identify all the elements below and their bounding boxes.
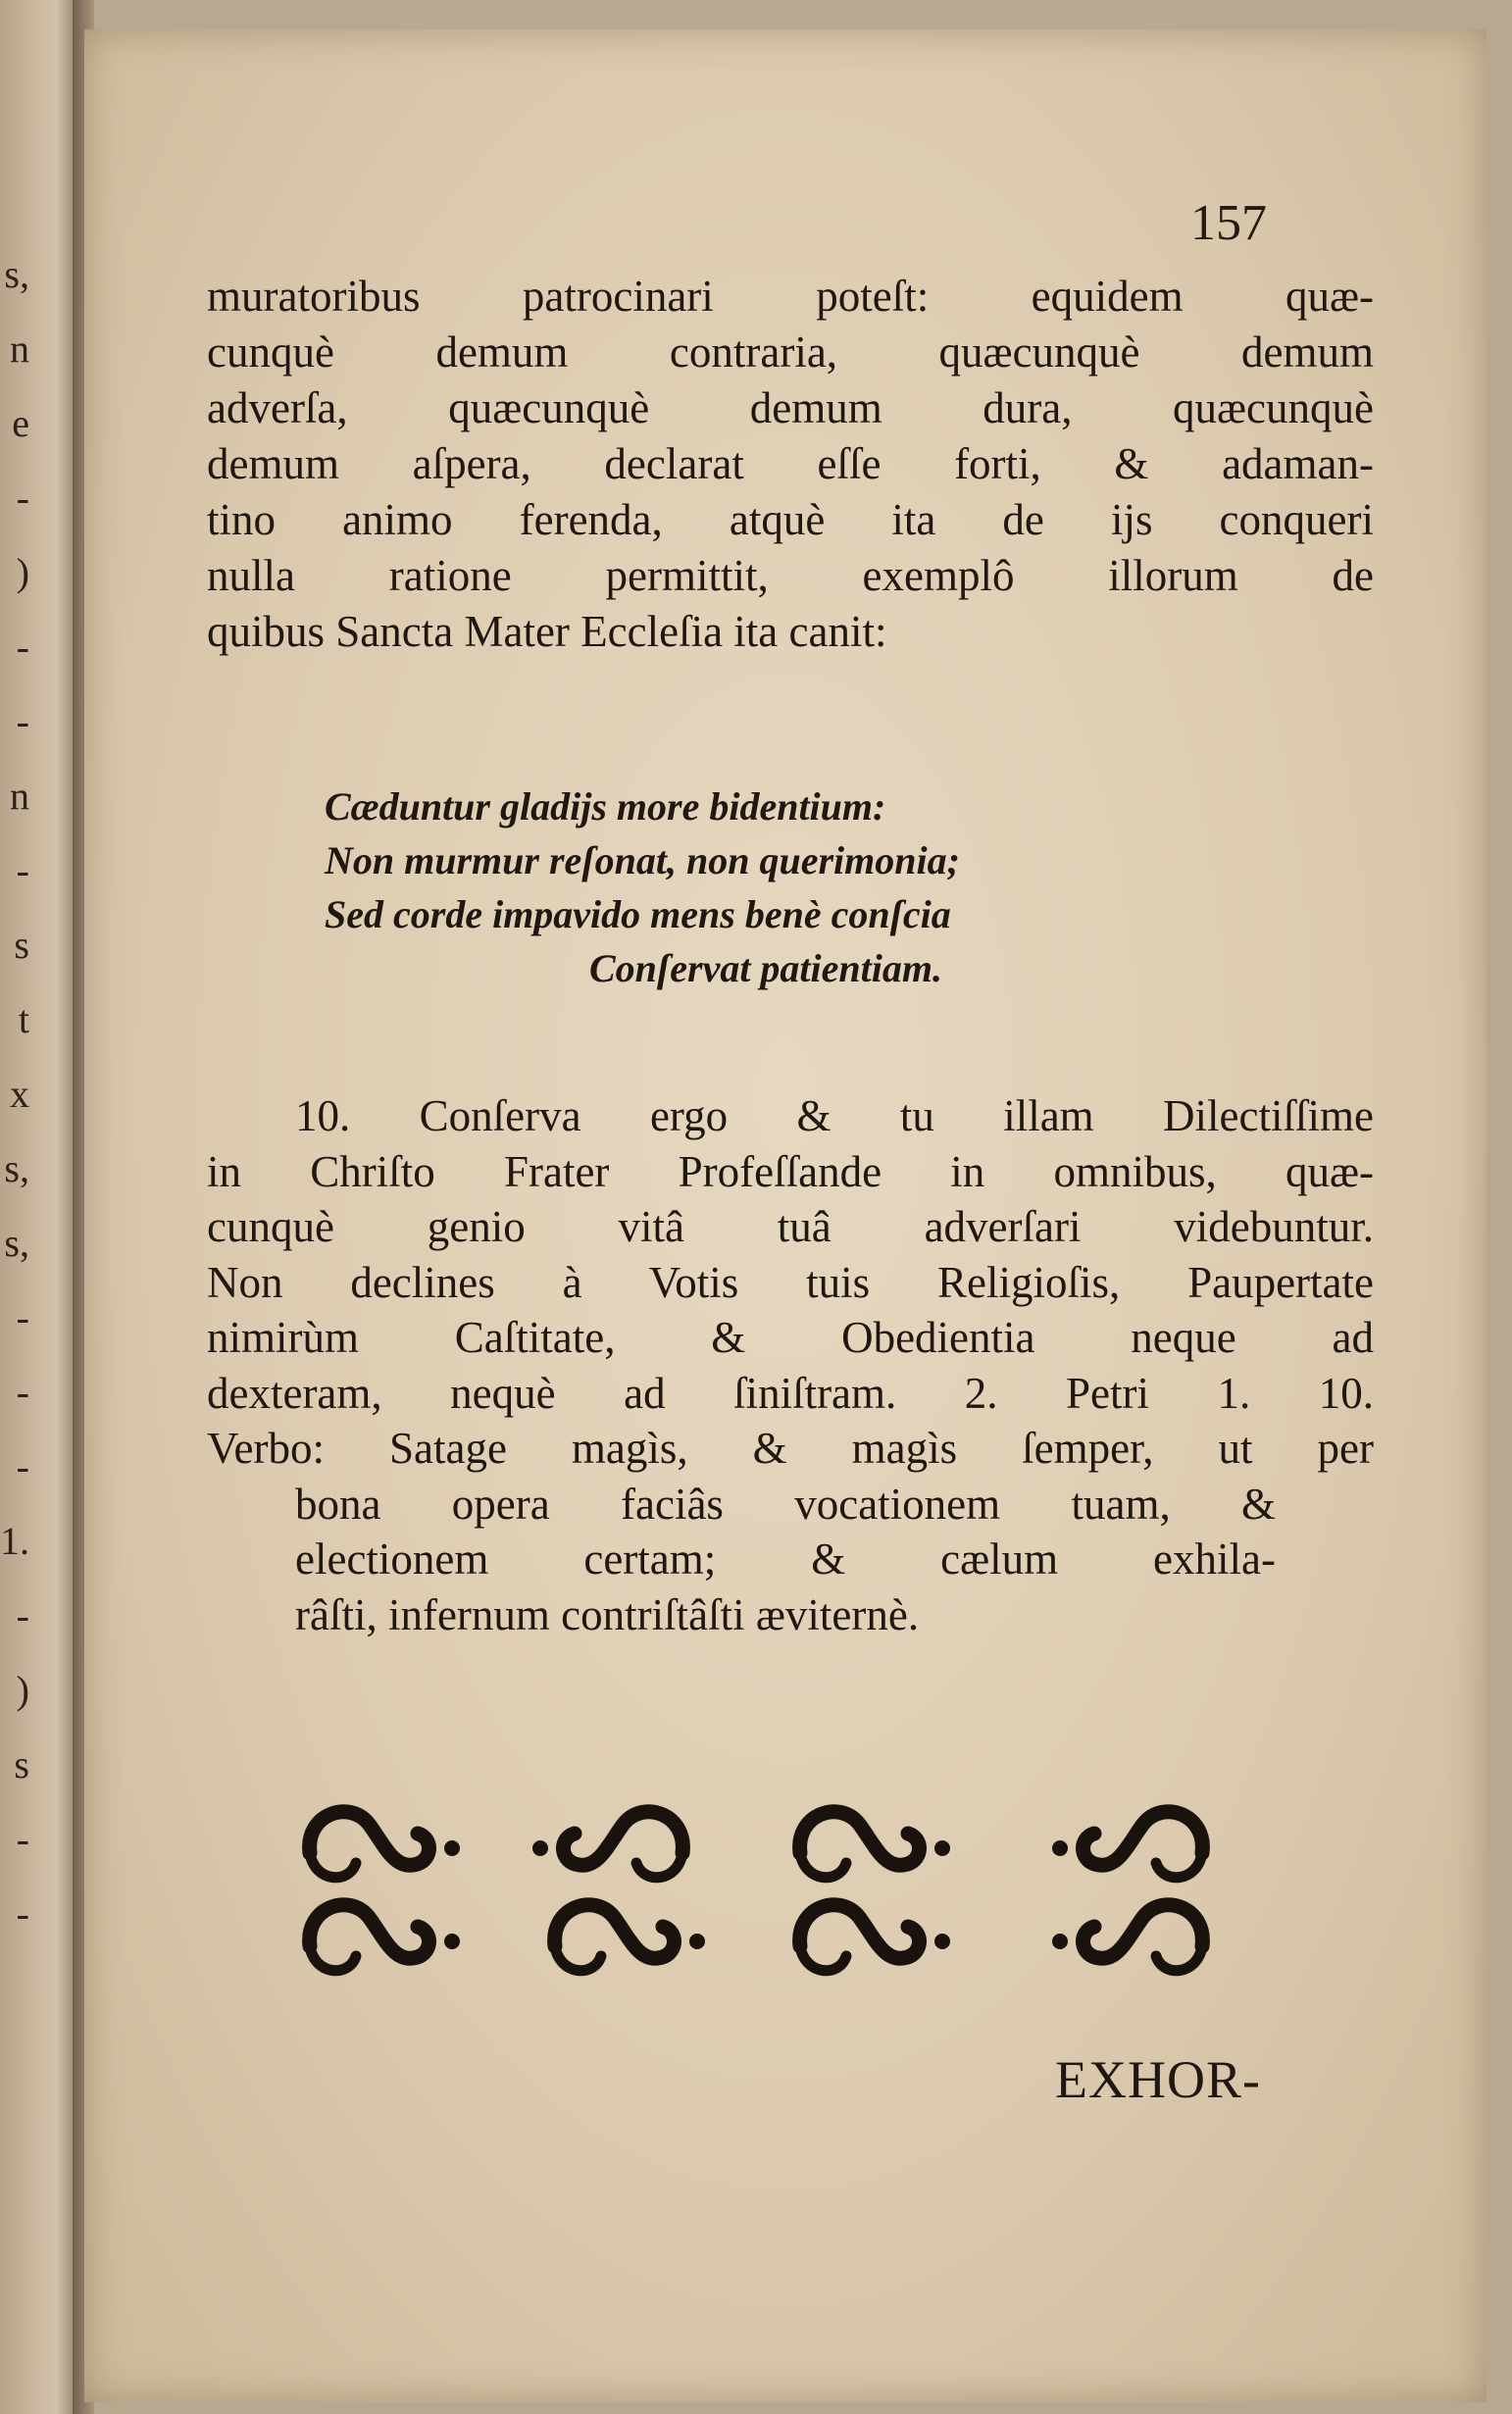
- text-line: Non declines à Votis tuis Religioſis, Paupertate: [207, 1257, 1374, 1307]
- facing-page-fragment: -: [16, 1817, 29, 1861]
- paragraph-1: [207, 269, 1374, 660]
- facing-page-fragment: x: [10, 1072, 29, 1116]
- facing-page-fragment: n: [10, 774, 29, 818]
- verse-line: Sed corde impavido mens benè conſcia: [325, 892, 951, 936]
- facing-page-fragment: -: [16, 625, 29, 669]
- facing-page-fragment: e: [12, 401, 29, 445]
- facing-page-fragment: s,: [4, 252, 29, 296]
- facing-page-fragment: ): [16, 550, 29, 594]
- facing-page-fragment: -: [16, 1444, 29, 1488]
- hymn-verse: [325, 780, 1207, 995]
- facing-page-fragment: s: [14, 1742, 29, 1786]
- facing-page-fragment: n: [10, 327, 29, 371]
- facing-page-fragment: s,: [4, 1221, 29, 1265]
- paragraph-2: [207, 1088, 1374, 1642]
- catchword: EXHOR-: [1055, 2050, 1261, 2109]
- text-line: nulla ratione permittit, exemplô illorum de: [207, 551, 1374, 600]
- facing-page-fragment: -: [16, 1891, 29, 1936]
- text-line: electionem certam; & cælum exhila-: [295, 1534, 1276, 1584]
- text-line: Verbo: Satage magìs, & magìs ſemper, ut per: [207, 1424, 1374, 1473]
- text-line: dexteram, nequè ad ſiniſtram. 2. Petri 1. 10.: [207, 1368, 1374, 1418]
- text-line: cunquè genio vitâ tuâ adverſari videbuntur.: [207, 1202, 1374, 1251]
- fleuron-ornament-row: [295, 1794, 1256, 1990]
- facing-page-fragment: -: [16, 848, 29, 892]
- facing-page-fragment: 1.: [0, 1519, 29, 1563]
- facing-page-fragment: -: [16, 476, 29, 520]
- text-line: bona opera faciâs vocationem tuam, &: [295, 1479, 1276, 1529]
- facing-page-fragment: -: [16, 699, 29, 743]
- verse-line: Non murmur reſonat, non querimonia;: [325, 838, 960, 882]
- text-line: tino animo ferenda, atquè ita de ijs conqueri: [207, 495, 1374, 544]
- text-line: adverſa, quæcunquè demum dura, quæcunquè: [207, 383, 1374, 432]
- facing-page-edge: [0, 0, 80, 2414]
- text-line: nimirùm Caſtitate, & Obedientia neque ad: [207, 1313, 1374, 1362]
- text-line: 10. Conſerva ergo & tu illam Dilectiſſime: [295, 1091, 1374, 1140]
- text-line: muratoribus patrocinari poteſt: equidem quæ-: [207, 272, 1374, 321]
- facing-page-fragment: s,: [4, 1146, 29, 1190]
- facing-page-fragment: -: [16, 1593, 29, 1637]
- text-line: râſti, infernum contriſtâſti æviternè.: [295, 1589, 920, 1639]
- facing-page-fragment: s: [14, 923, 29, 967]
- text-line: cunquè demum contraria, quæcunquè demum: [207, 327, 1374, 377]
- facing-page-fragment: t: [18, 997, 29, 1041]
- facing-page-fragment: -: [16, 1295, 29, 1339]
- verse-line: Cæduntur gladijs more bidentium:: [325, 784, 886, 829]
- facing-page-fragment: -: [16, 1370, 29, 1414]
- text-line: quibus Sancta Mater Eccleſia ita canit:: [207, 607, 887, 656]
- facing-page-fragment: ): [16, 1668, 29, 1712]
- verse-line: Conſervat patientiam.: [589, 946, 942, 990]
- page-number: 157: [1190, 195, 1267, 251]
- book-page: [84, 29, 1487, 2402]
- text-line: demum aſpera, declarat eſſe forti, & adaman-: [207, 439, 1374, 488]
- text-line: in Chriſto Frater Profeſſande in omnibus, quæ-: [207, 1146, 1374, 1196]
